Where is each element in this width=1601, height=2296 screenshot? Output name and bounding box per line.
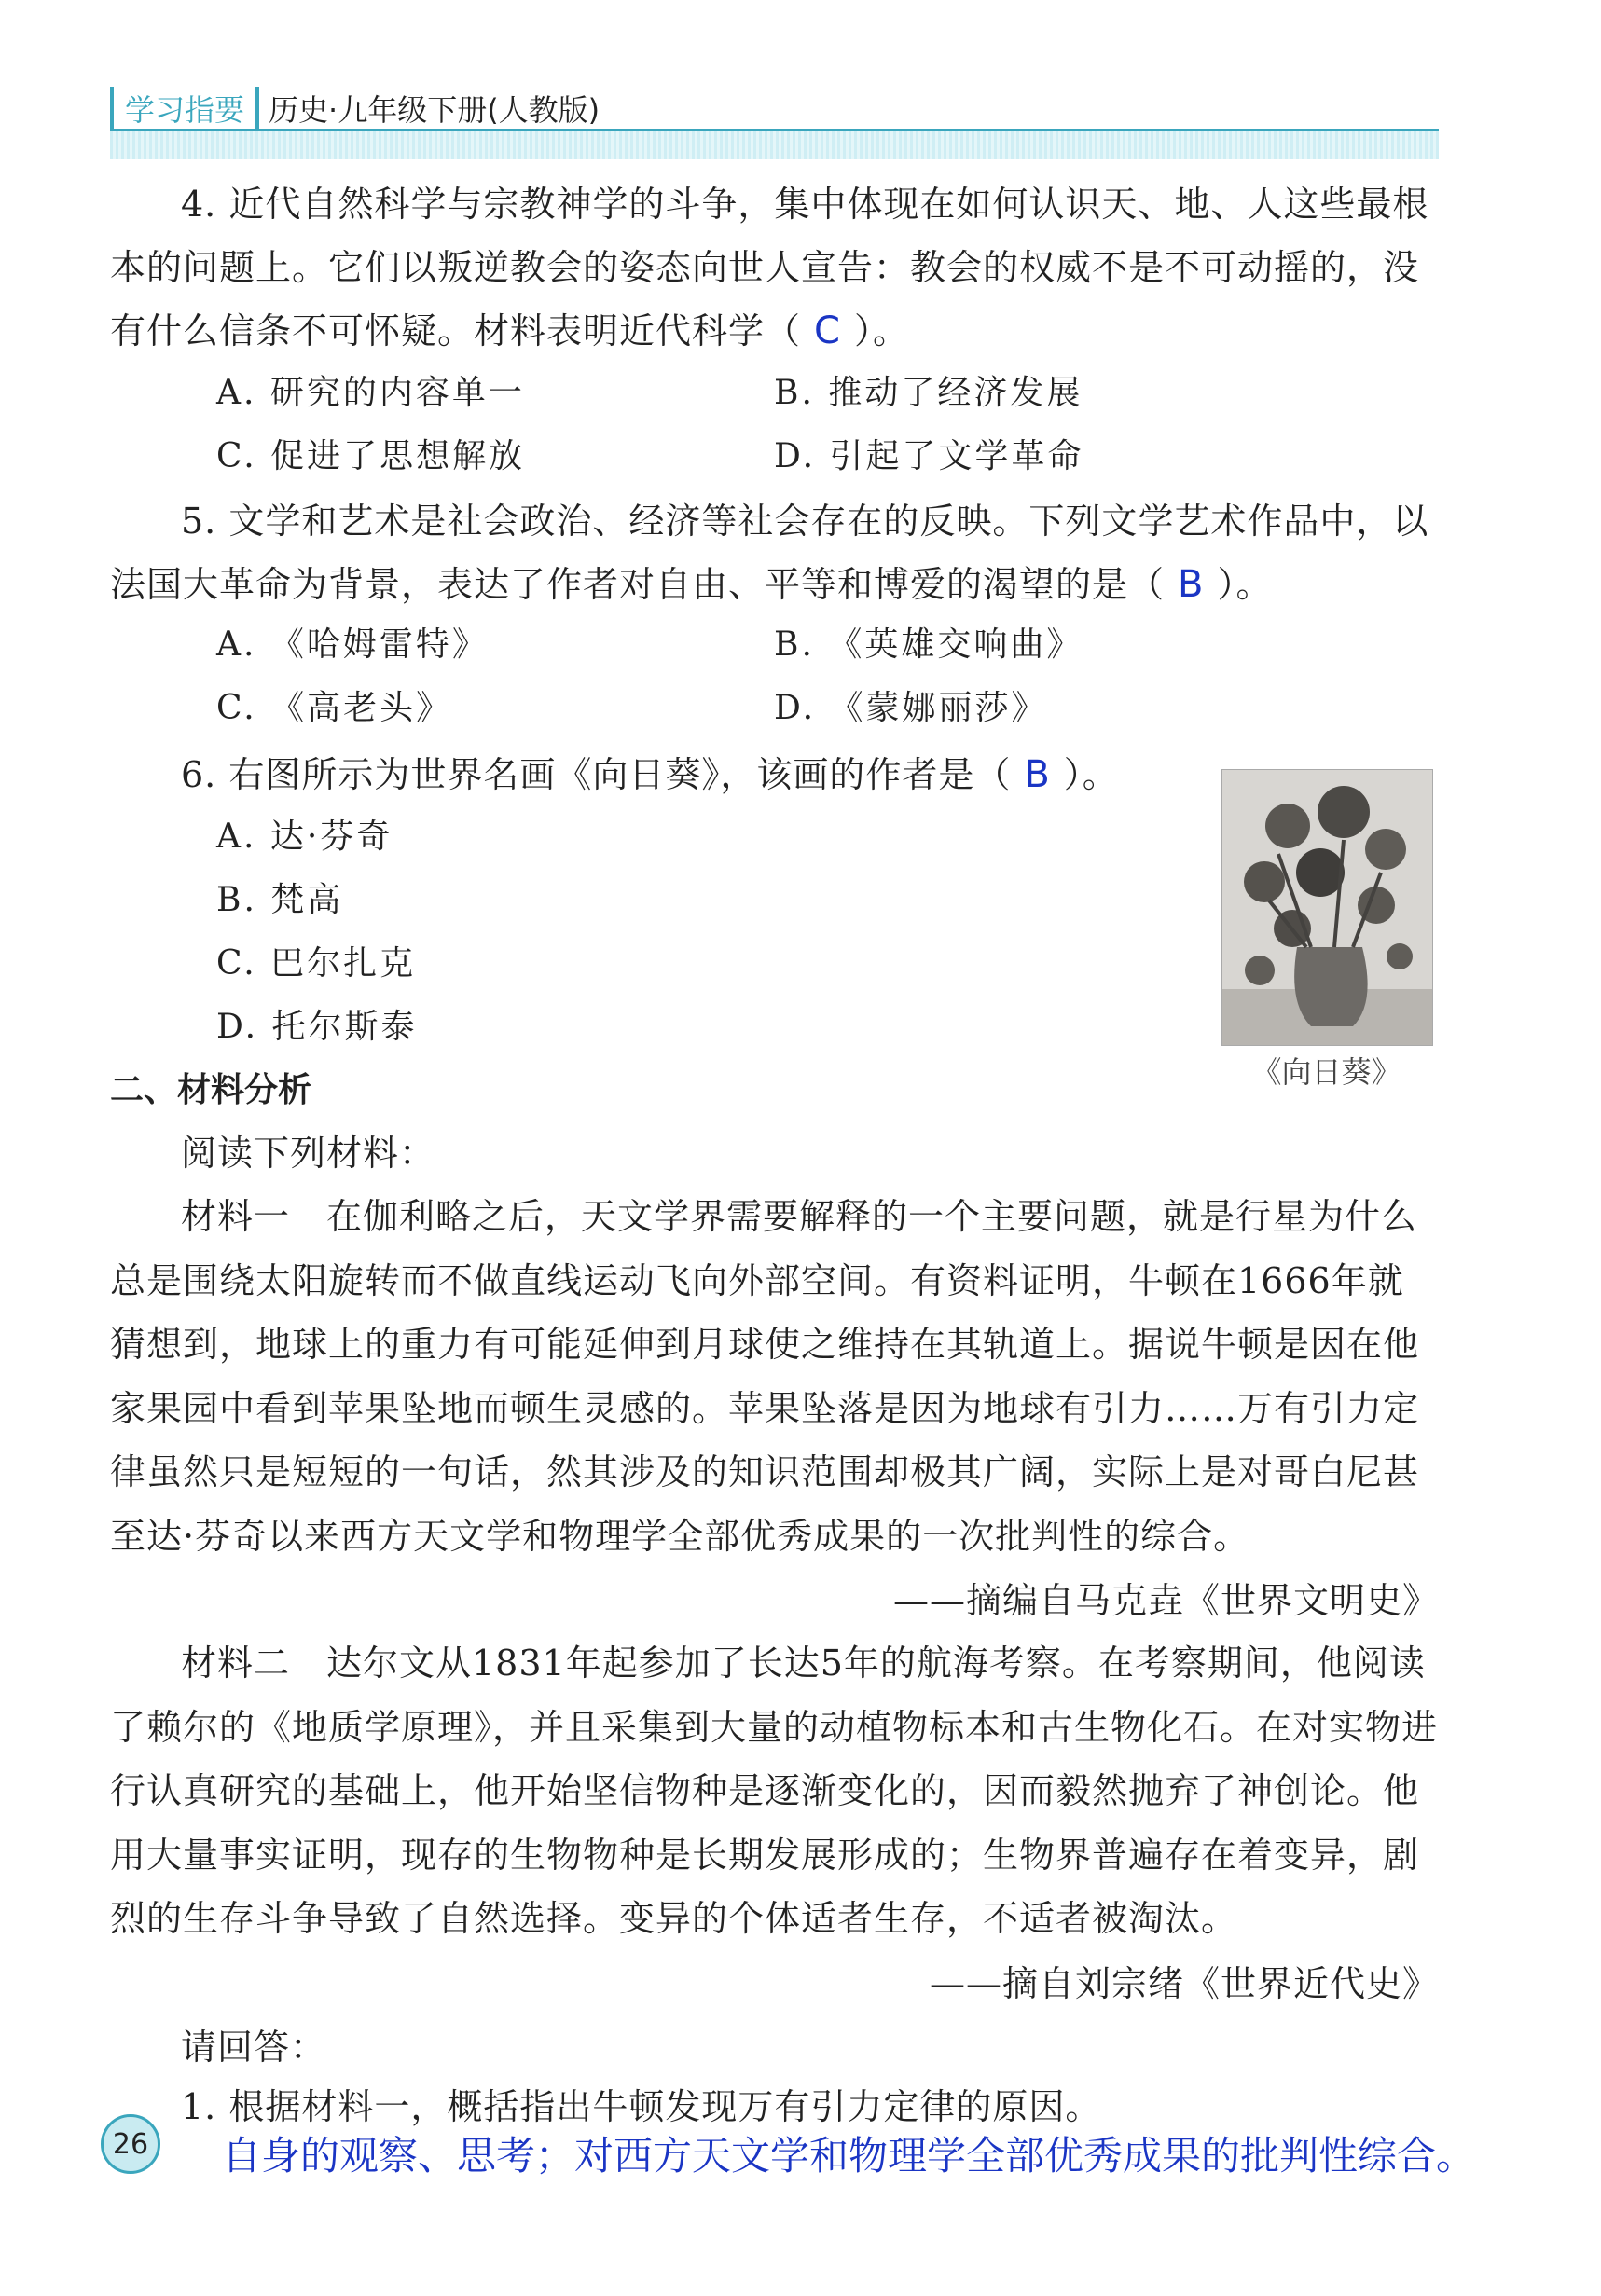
q5-option-b: B. 《英雄交响曲》 (774, 626, 1083, 664)
question-5-answer: B (1178, 563, 1205, 606)
question-5-stem: 5. 文学和艺术是社会政治、经济等社会存在的反映。下列文学艺术作品中，以法国大革命为背景，表达了作者对自由、平等和博爱的渴望的是（ (110, 501, 1429, 605)
question-4-answer: C (814, 309, 841, 352)
q6-option-c: C. 巴尔扎克 (216, 944, 417, 983)
q4-option-d: D. 引起了文学革命 (774, 437, 1084, 475)
q4-option-b: B. 推动了经济发展 (774, 374, 1083, 412)
q4-option-c: C. 促进了思想解放 (216, 437, 526, 475)
question-6 (110, 743, 1182, 806)
question-4-stem: 4. 近代自然科学与宗教神学的斗争，集中体现在如何认识天、地、人这些最根本的问题上。它们以叛逆教会的姿态向世人宣告：教会的权威不是不可动摇的，没有什么信条不可怀疑。材料表明近代科学（ (110, 184, 1429, 351)
page-header (110, 86, 1439, 131)
sunflowers-painting (1221, 769, 1433, 1046)
question-6-answer: B (1024, 753, 1051, 796)
answer-prompt: 请回答： (181, 2027, 327, 2068)
question-4 (110, 172, 1439, 363)
question-6-end: ）。 (1063, 754, 1119, 795)
page-number: 26 (101, 2114, 160, 2174)
material-2-source: ——摘自刘宗绪《世界近代史》 (929, 1963, 1439, 2004)
question-4-end: ）。 (853, 310, 909, 351)
sunflowers-image (1222, 770, 1432, 1045)
book-title: 历史·九年级下册(人教版) (269, 92, 600, 128)
material-1: 材料一 在伽利略之后，天文学界需要解释的一个主要问题，就是行星为什么总是围绕太阳旋转而不做直线运动飞向外部空间。有资料证明，牛顿在1666年就猜想到，地球上的重力有可能延伸到月球使之维持在其轨道上。据说牛顿是因在他家果园中看到苹果坠地而顿生灵感的。苹果坠落是因为地球有引力……万有引力定律虽然只是短短的一句话，然其涉及的知识范围却极其广阔，实际上是对哥白尼甚至达·芬奇以来西方天文学和物理学全部优秀成果的一次批判性的综合。 (110, 1196, 1420, 1557)
series-label: 学习指要 (110, 87, 259, 130)
section-intro: 阅读下列材料： (181, 1133, 436, 1174)
material-1-source: ——摘编自马克垚《世界文明史》 (892, 1580, 1439, 1621)
question-2-1: 1. 根据材料一，概括指出牛顿发现万有引力定律的原因。 (181, 2086, 1102, 2127)
question-2-1-answer: 自身的观察、思考；对西方天文学和物理学全部优秀成果的批判性综合。 (222, 2133, 1476, 2179)
question-5-end: ）。 (1217, 564, 1273, 605)
q4-option-a: A. 研究的内容单一 (216, 374, 525, 412)
q6-option-b: B. 梵高 (216, 881, 344, 919)
q5-option-c: C. 《高老头》 (216, 689, 453, 727)
q6-option-a: A. 达·芬奇 (216, 818, 393, 856)
question-5 (110, 489, 1439, 616)
section-title: 二、材料分析 (110, 1071, 312, 1109)
painting-caption: 《向日葵》 (1251, 1054, 1401, 1090)
q5-option-a: A. 《哈姆雷特》 (216, 626, 489, 664)
header-band (110, 129, 1439, 159)
q6-option-d: D. 托尔斯泰 (216, 1008, 418, 1046)
material-2: 材料二 达尔文从1831年起参加了长达5年的航海考察。在考察期间，他阅读了赖尔的《地质学原理》，并且采集到大量的动植物标本和古生物化石。在对实物进行认真研究的基础上，他开始坚信物种是逐渐变化的，因而毅然抛弃了神创论。他用大量事实证明，现存的生物物种是长期发展形成的；生物界普遍存在着变异，剧烈的生存斗争导致了自然选择。变异的个体适者生存，不适者被淘汰。 (110, 1643, 1439, 1939)
question-6-stem: 6. 右图所示为世界名画《向日葵》，该画的作者是（ (181, 754, 1012, 795)
q5-option-d: D. 《蒙娜丽莎》 (774, 689, 1048, 727)
